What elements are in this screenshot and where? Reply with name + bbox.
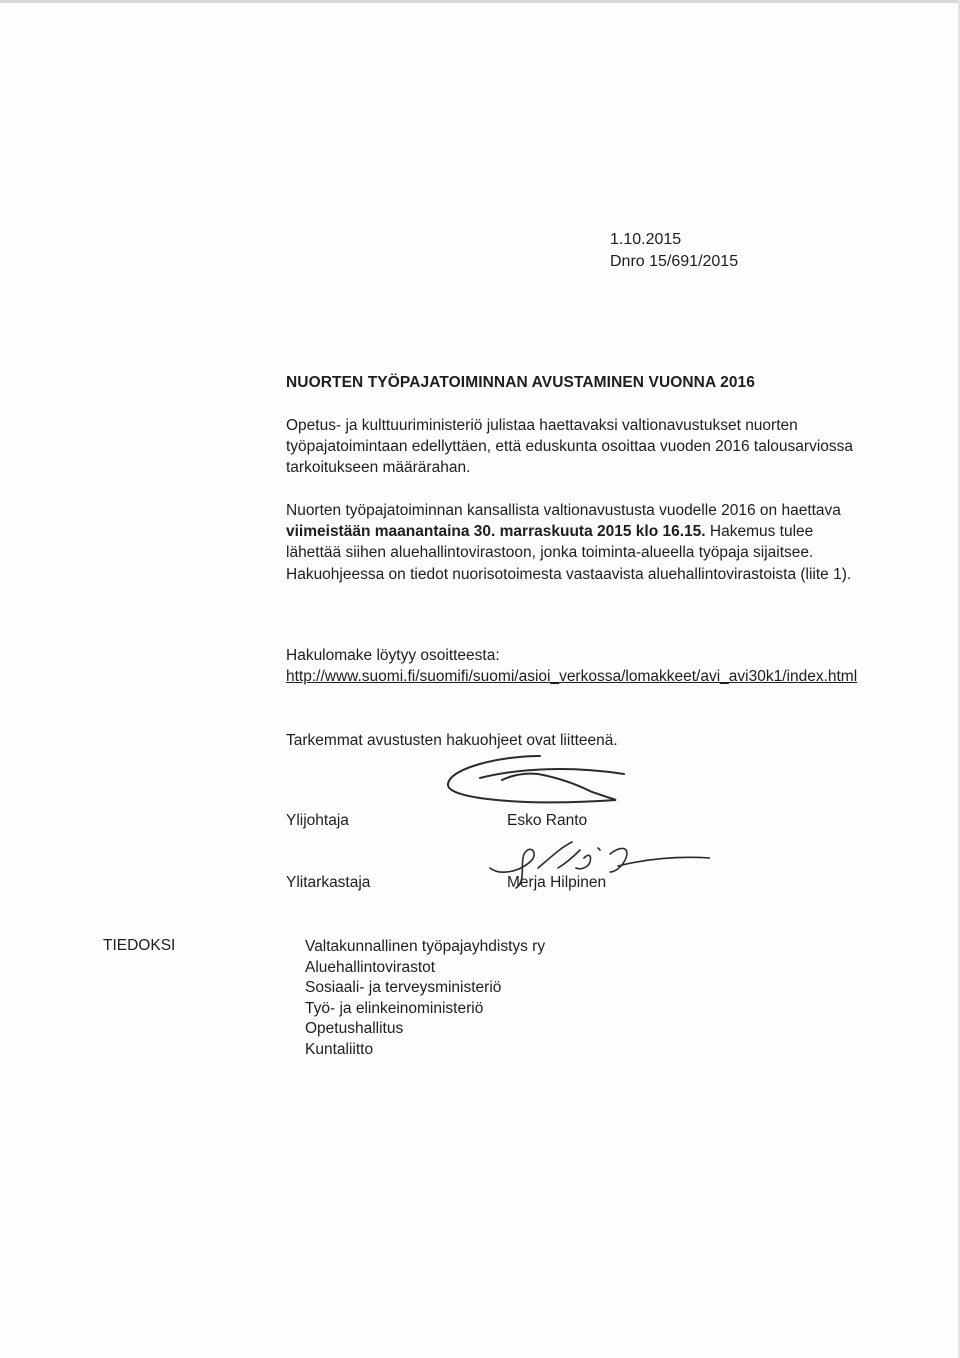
distribution-label: TIEDOKSI: [103, 937, 176, 954]
document-header: [610, 229, 738, 273]
list-item: Valtakunnallinen työpajayhdistys ry: [305, 938, 546, 955]
signatory-name-2: Merja Hilpinen: [507, 874, 607, 891]
document-reference: Dnro 15/691/2015: [610, 253, 739, 270]
list-item: Opetushallitus: [305, 1020, 404, 1038]
list-item: Aluehallintovirastot: [305, 958, 436, 976]
deadline-intro: Nuorten työpajatoiminnan kansallista valtionavustusta vuodelle 2016 on haettava: [286, 502, 841, 519]
paragraph-announcement: Opetus- ja kulttuuriministeriö julistaa haettavaksi valtionavustukset nuorten työpajatoimintaan edellyttäen, että eduskunta osoittaa vuoden 2016 talousarviossa tarkoitukseen määrärahan.: [286, 417, 853, 477]
signature-esko-ranto-image: [440, 750, 640, 810]
signatory-name-1: Esko Ranto: [507, 812, 588, 829]
deadline-date: viimeistään maanantaina 30. marraskuuta 2015 klo 16.15.: [286, 523, 706, 541]
list-item: Työ- ja elinkeinoministeriö: [305, 999, 484, 1017]
attachments-note: Tarkemmat avustusten hakuohjeet ovat liitteenä.: [286, 732, 618, 749]
signatory-role-2: Ylitarkastaja: [286, 874, 371, 891]
document-date: 1.10.2015: [610, 231, 682, 248]
signatory-role-1: Ylijohtaja: [286, 812, 349, 829]
list-item: Kuntaliitto: [305, 1040, 374, 1058]
form-link-label: Hakulomake löytyy osoitteesta:: [286, 647, 500, 664]
paragraph-deadline: [286, 500, 861, 585]
document-title: NUORTEN TYÖPAJATOIMINNAN AVUSTAMINEN VUONNA 2016: [286, 374, 755, 391]
deadline-rest: Hakemus tulee lähettää siihen aluehallintovirastoon, jonka toiminta-alueella työpaja sijaitsee. Hakuohjeessa on tiedot nuorisotoimesta vastaavista aluehallintovirastoista (liite 1).: [286, 523, 852, 583]
list-item: Sosiaali- ja terveysministeriö: [305, 979, 502, 997]
form-link-url[interactable]: http://www.suomi.fi/suomifi/suomi/asioi_verkossa/lomakkeet/avi_avi30k1/index.html: [286, 668, 858, 686]
form-link-block: [286, 645, 861, 687]
distribution-list: [305, 937, 545, 1061]
scan-top-edge: [0, 0, 960, 3]
